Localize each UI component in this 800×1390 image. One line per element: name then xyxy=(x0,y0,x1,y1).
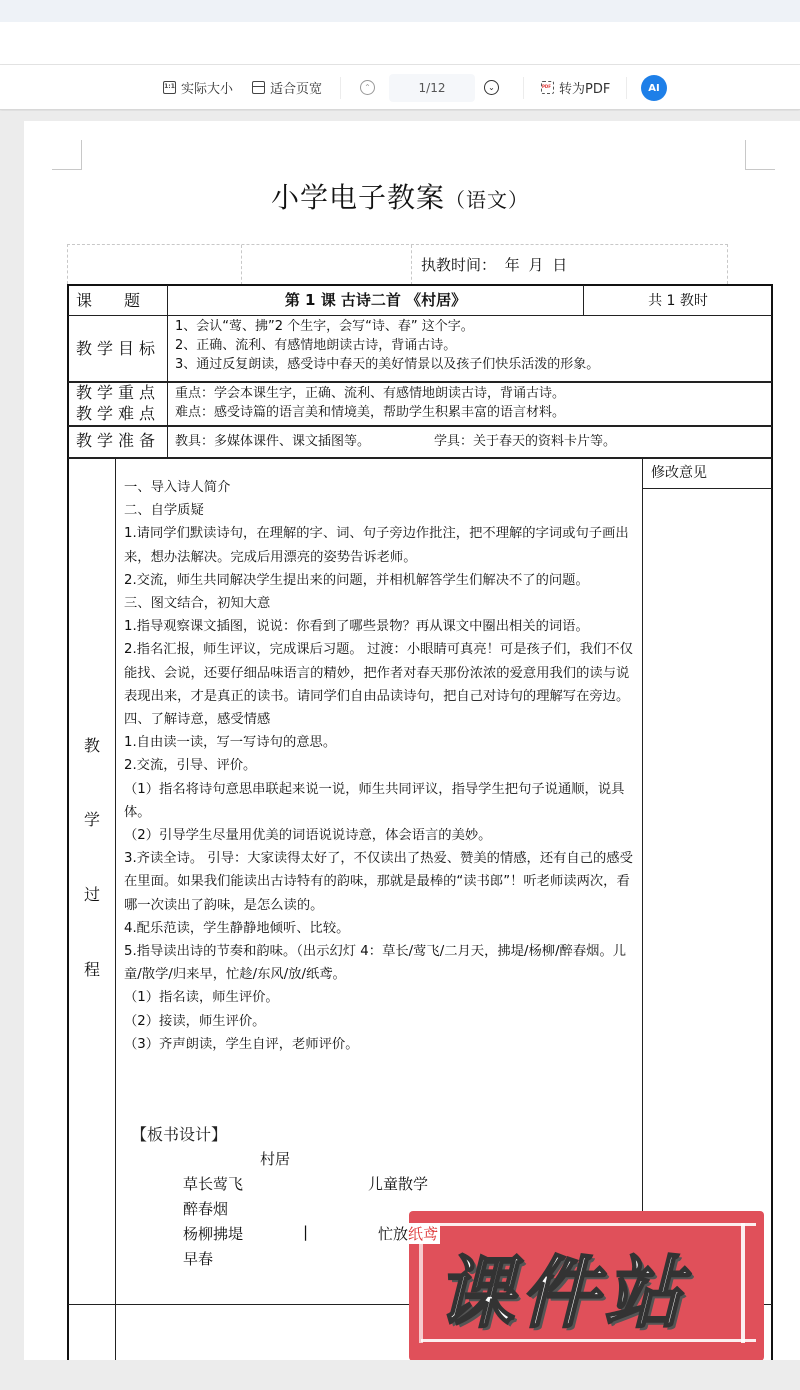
process-step: （2）引导学生尽量用优美的词语说说诗意，体会语言的美妙。 xyxy=(124,828,492,844)
board-right-text-red: 纸鸢 xyxy=(408,1225,439,1243)
board-left-item: 草长莺飞 xyxy=(183,1175,244,1193)
goals-list xyxy=(175,317,765,374)
column-divider xyxy=(115,458,116,1390)
dashed-divider xyxy=(241,245,242,285)
process-label-char: 过 xyxy=(84,885,101,904)
process-step: 四、了解诗意，感受情感 xyxy=(124,712,271,728)
goal-item: 1、会认“莺、拂”2 个生字，会写“诗、春” 这个字。 xyxy=(175,319,474,334)
process-step: 3.齐读全诗。 引导：大家读得太好了，不仅读出了热爱、赞美的情感，还有自己的感受在里面。如果我们能读出古诗特有的韵味，那就是最棒的“读书郎”！听老师读两次，看哪一次读出了韵味，是怎么读的。 xyxy=(124,851,633,913)
previous-page-button[interactable] xyxy=(360,80,375,95)
board-right-item xyxy=(376,1223,440,1244)
column-divider xyxy=(167,285,168,457)
document-title xyxy=(0,176,800,216)
key-points-label: 教学重点 xyxy=(76,383,161,402)
process-step: 1.自由读一读，写一写诗句的意思。 xyxy=(124,735,337,751)
process-step: 2.指名汇报，师生评议，完成课后习题。 过渡：小眼睛可真亮！可是孩子们，我们不仅能找、会说，还要仔细品味语言的精妙，把作者对春天那份浓浓的爱意用我们的读与说表现出来，才是真正的读书。请同学们自由品读诗句，把自己对诗句的理解写在旁边。 xyxy=(124,642,633,704)
process-step: 2.交流，引导、评价。 xyxy=(124,758,257,774)
row-divider xyxy=(68,425,772,427)
page-corner-mark xyxy=(52,140,82,170)
board-divider: | xyxy=(303,1223,309,1241)
toolbar-divider xyxy=(626,77,627,99)
watermark-text: 课件站 xyxy=(436,1249,689,1339)
fit-width-button[interactable] xyxy=(252,65,322,110)
process-step: 1.请同学们默读诗句，在理解的字、词、句子旁边作批注，把不理解的字词或句子画出来，想办法解决。完成后用漂亮的姿势告诉老师。 xyxy=(124,526,629,565)
process-step: （3）齐声朗读，学生自评，老师评价。 xyxy=(124,1036,359,1052)
board-left-item: 早春 xyxy=(183,1250,214,1268)
process-step: （2）接读，师生评价。 xyxy=(124,1013,266,1029)
board-center-title: 村居 xyxy=(260,1150,291,1168)
ai-assistant-button[interactable] xyxy=(641,75,667,101)
stamp-highlight xyxy=(419,1233,423,1343)
pdf-icon xyxy=(541,81,554,94)
column-divider xyxy=(642,458,643,1304)
board-left-item: 杨柳拂堤 xyxy=(183,1225,244,1243)
process-step: 1.指导观察课文插图，说说：你看到了哪些景物？再从课文中圈出相关的词语。 xyxy=(124,619,589,635)
goal-item: 3、通过反复朗读，感受诗中春天的美好情景以及孩子们快乐活泼的形象。 xyxy=(175,357,600,372)
student-tools: 学具：关于春天的资料卡片等。 xyxy=(434,434,617,449)
header-area xyxy=(0,22,800,65)
page-number-input[interactable]: 1/12 xyxy=(389,74,475,102)
process-step: 5.指导读出诗的节奏和韵味。（出示幻灯 4：草长/莺飞/二月天，拂堤/杨柳/醉春烟。儿童/散学/归来早，忙趁/东风/放/纸鸢。 xyxy=(124,944,627,983)
pdf-icon-label: PDF xyxy=(542,84,551,89)
teaching-process xyxy=(124,476,638,1056)
process-label-char: 程 xyxy=(84,960,101,979)
goal-item: 2、正确、流利、有感情地朗读古诗，背诵古诗。 xyxy=(175,338,457,353)
row-divider xyxy=(68,381,772,383)
row-divider xyxy=(642,488,772,489)
process-step: 一、导入诗人简介 xyxy=(124,480,231,495)
lesson-periods: 共 1 教时 xyxy=(648,293,708,309)
fit-width-label: 适合页宽 xyxy=(270,82,323,97)
lesson-topic: 第 1 课 古诗二首 《村居》 xyxy=(284,291,467,309)
topic-label: 课 题 xyxy=(76,291,141,310)
process-label-char: 教 xyxy=(84,736,101,755)
time-row xyxy=(67,244,728,284)
page-corner-mark xyxy=(745,140,775,170)
actual-size-icon: 1:1 xyxy=(163,81,176,94)
board-left-item: 醉春烟 xyxy=(183,1200,229,1218)
document-title-subject: （语文） xyxy=(445,188,529,212)
board-right-text: 忙放 xyxy=(378,1225,409,1243)
process-step: （1）指名将诗句意思串联起来说一说，师生共同评议，指导学生把句子说通顺，说具体。 xyxy=(124,781,625,820)
key-points-list xyxy=(175,384,765,422)
dashed-divider xyxy=(411,245,412,285)
teacher-tools: 教具：多媒体课件、课文插图等。 xyxy=(175,434,371,449)
actual-size-label: 实际大小 xyxy=(181,82,234,97)
key-point-item: 重点：学会本课生字，正确、流利、有感情地朗读古诗，背诵古诗。 xyxy=(175,386,566,401)
toolbar-divider xyxy=(523,77,524,99)
process-step: 二、自学质疑 xyxy=(124,503,204,519)
board-right-item: 儿童散学 xyxy=(368,1175,429,1193)
stamp-highlight xyxy=(741,1223,745,1343)
document-title-main: 小学电子教案 xyxy=(270,181,445,214)
process-step: （1）指名读，师生评价。 xyxy=(124,990,279,1006)
ai-icon: AI xyxy=(648,82,660,94)
chevron-up-icon: ⌃ xyxy=(364,83,371,92)
row-divider xyxy=(68,315,772,316)
actual-size-button[interactable] xyxy=(163,65,233,110)
teaching-time: 执教时间： 年 月 日 xyxy=(421,256,568,274)
browser-top-strip xyxy=(0,0,800,22)
convert-pdf-button[interactable] xyxy=(541,65,610,110)
process-step: 4.配乐范读，学生静静地倾听、比较。 xyxy=(124,920,350,936)
row-divider xyxy=(68,457,772,459)
toolbar-divider xyxy=(340,77,341,99)
process-step: 三、图文结合，初知大意 xyxy=(124,596,271,612)
key-point-item: 难点：感受诗篇的语言美和情境美，帮助学生积累丰富的语言材料。 xyxy=(175,405,566,420)
board-design-title: 【板书设计】 xyxy=(131,1125,228,1144)
revision-notes-label: 修改意见 xyxy=(651,465,707,481)
goals-label: 教学目标 xyxy=(76,339,161,358)
fit-width-icon xyxy=(252,81,265,94)
next-page-button[interactable] xyxy=(484,80,499,95)
watermark-stamp xyxy=(401,1203,768,1365)
difficulty-label: 教学难点 xyxy=(76,404,161,423)
preparation-label: 教学准备 xyxy=(76,431,161,450)
convert-pdf-label: 转为PDF xyxy=(559,82,611,97)
process-label-char: 学 xyxy=(84,810,101,829)
stamp-highlight xyxy=(421,1223,756,1226)
process-step: 2.交流，师生共同解决学生提出来的问题，并相机解答学生们解决不了的问题。 xyxy=(124,572,589,588)
viewer-bottom-strip xyxy=(0,1360,800,1390)
chevron-down-icon: ⌄ xyxy=(488,83,495,92)
